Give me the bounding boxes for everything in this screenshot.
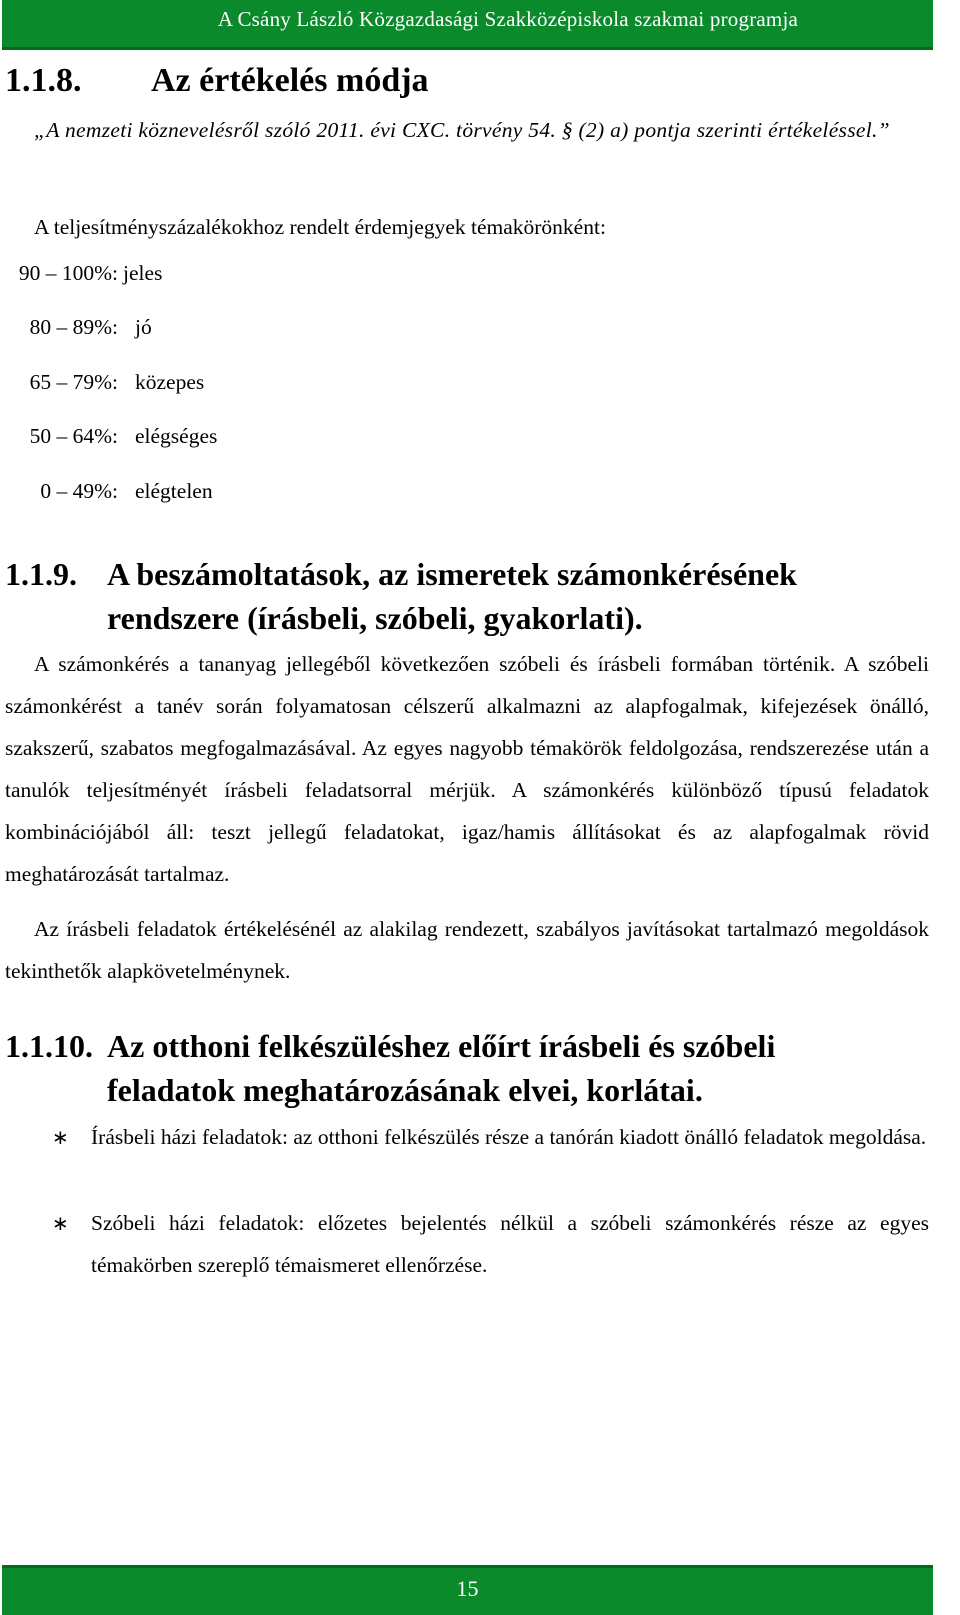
- law-reference-quote: „A nemzeti köznevelésről szóló 2011. évi CXC. törvény 54. § (2) a) pontja szerinti értékeléssel.”: [34, 118, 890, 142]
- section-number: 1.1.8.: [5, 62, 82, 99]
- list-item: [5, 1116, 929, 1158]
- section-title-line-1: Az otthoni felkészüléshez előírt írásbeli és szóbeli: [107, 1028, 776, 1064]
- list-item-text: Írásbeli házi feladatok: az otthoni felkészülés része a tanórán kiadott önálló feladatok megoldása.: [91, 1125, 927, 1149]
- grade-range: 50 – 64%:: [29, 424, 118, 448]
- section-title-line-2: feladatok meghatározásának elvei, korlátai.: [107, 1072, 703, 1108]
- header-title: A Csány László Közgazdasági Szakközépiskola szakmai programja: [217, 7, 798, 31]
- grade-range: 80 – 89%:: [29, 315, 118, 339]
- list-item: [5, 1202, 929, 1286]
- grade-range: 65 – 79%:: [29, 370, 118, 394]
- page-number: 15: [456, 1576, 479, 1601]
- grade-label: közepes: [135, 370, 205, 394]
- grade-row: [5, 424, 217, 449]
- grade-row: [5, 370, 204, 395]
- grade-range: 0 – 49%:: [40, 479, 118, 503]
- section-number: 1.1.10.: [5, 1028, 93, 1064]
- section-title-line-2: rendszere (írásbeli, szóbeli, gyakorlati).: [107, 600, 643, 636]
- list-item-text: Szóbeli házi feladatok: előzetes bejelentés nélkül a szóbeli számonkérés része az egyes témakörben szereplő témaismeret ellenőrzése.: [91, 1211, 929, 1277]
- section-heading-1-1-9: [5, 552, 929, 640]
- section-title: Az értékelés módja: [151, 62, 429, 99]
- section-heading-1-1-10: [5, 1024, 929, 1112]
- section-number: 1.1.9.: [5, 556, 77, 592]
- grade-label: jó: [135, 315, 152, 339]
- page-header: [2, 0, 933, 50]
- grade-label: jeles: [123, 261, 163, 285]
- grade-row: [5, 479, 213, 504]
- asterisk-bullet-icon: ∗: [52, 1211, 69, 1235]
- section-title-line-1: A beszámoltatások, az ismeretek számonkérésének: [107, 556, 797, 592]
- written-evaluation-paragraph: Az írásbeli feladatok értékelésénél az alakilag rendezett, szabályos javításokat tartalmazó megoldások tekinthetők alapkövetelménynek.: [5, 917, 929, 983]
- asterisk-bullet-icon: ∗: [52, 1125, 69, 1149]
- grade-label: elégséges: [135, 424, 218, 448]
- page-footer: [2, 1565, 933, 1615]
- grade-label: elégtelen: [135, 479, 213, 503]
- grade-range: 90 – 100%:: [18, 261, 118, 285]
- assessment-paragraph: A számonkérés a tananyag jellegéből következően szóbeli és írásbeli formában történik. A szóbeli számonkérést a tanév során folyamatosan célszerű alkalmazni az alapfogalmak, kifejezések önálló, szakszerű, szabatos megfogalmazásával. Az egyes nagyobb témakörök feldolgozása, rendszerezése után a tanulók teljesítményét írásbeli feladatsorral mérjük. A számonkérés különböző típusú feladatok kombinációjából áll: teszt jellegű feladatokat, igaz/hamis állításokat és az alapfogalmak rövid meghatározását tartalmaz.: [5, 652, 929, 886]
- grades-intro: A teljesítményszázalékokhoz rendelt érdemjegyek témakörönként:: [34, 215, 606, 239]
- grade-row: [5, 315, 152, 340]
- section-heading-1-1-8: [5, 62, 429, 100]
- grade-row: [5, 261, 162, 286]
